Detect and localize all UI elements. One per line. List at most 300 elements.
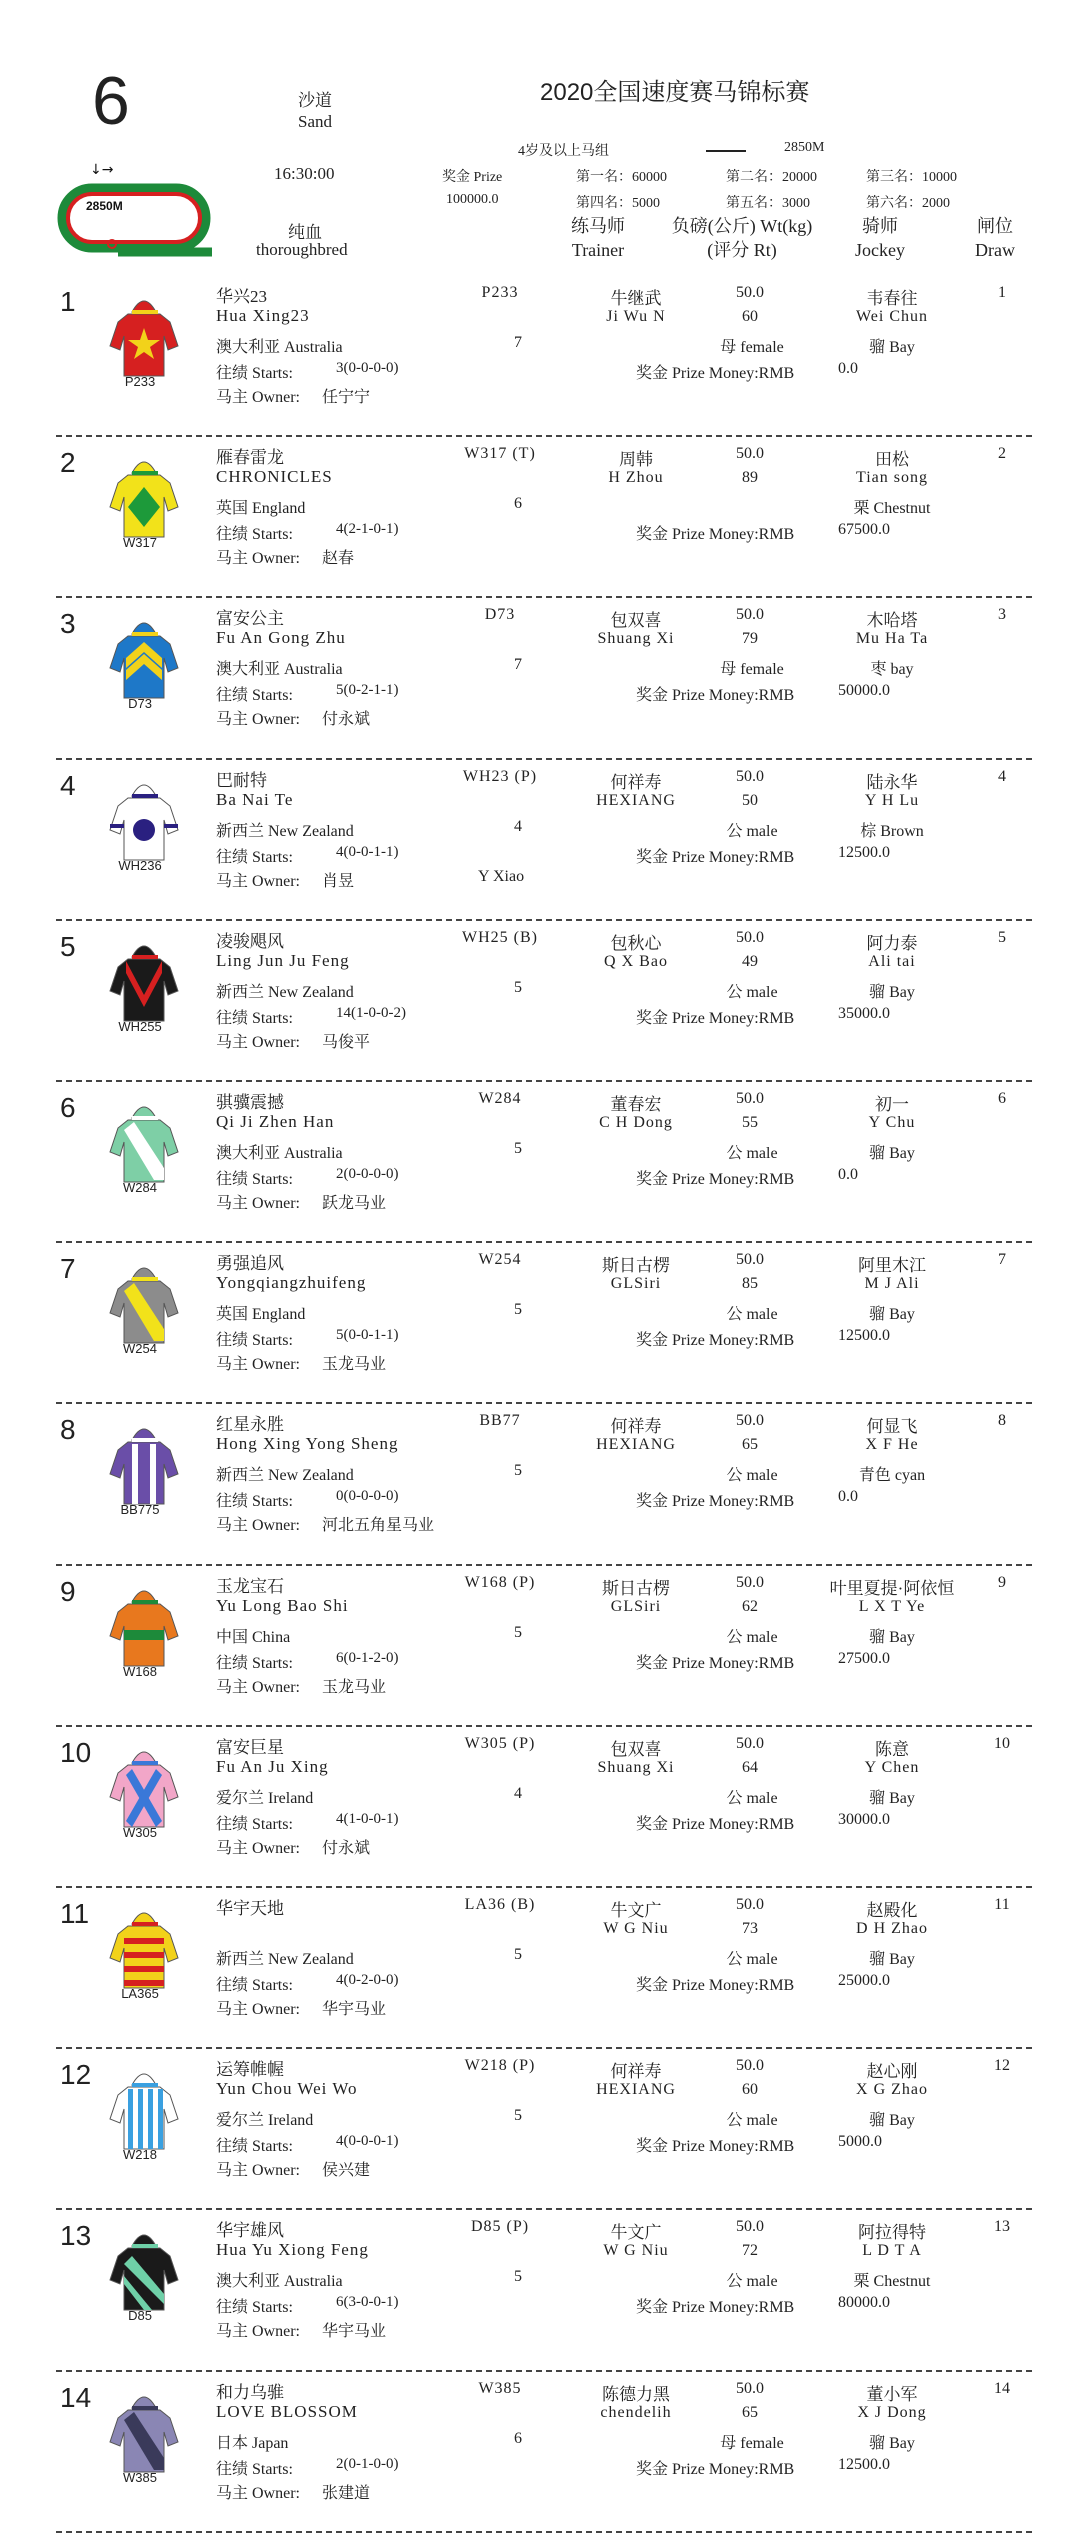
weight: 50.0 bbox=[736, 2057, 764, 2075]
runner-row bbox=[0, 602, 1080, 763]
starts-record: 0(0-0-0-0) bbox=[336, 1488, 399, 1505]
rating: 64 bbox=[742, 1758, 758, 1776]
jockey-en: L X T Ye bbox=[858, 1597, 926, 1615]
prize-total: 100000.0 bbox=[446, 192, 499, 207]
horse-age: 4 bbox=[514, 1784, 522, 1802]
trainer-en: C H Dong bbox=[599, 1114, 673, 1131]
coat-color: 栗 Chestnut bbox=[853, 500, 931, 518]
starts-record: 5(0-2-1-1) bbox=[336, 682, 399, 699]
race-time: 16:30:00 bbox=[274, 164, 335, 183]
origin: 新西兰 New Zealand bbox=[216, 822, 354, 840]
horse-code: WH25 (B) bbox=[462, 928, 538, 946]
track-distance-label: 2850M bbox=[86, 199, 123, 213]
origin: 日本 Japan bbox=[216, 2434, 289, 2452]
silk-code: W218 bbox=[123, 2147, 157, 2163]
age-condition: 4岁及以上马组 bbox=[518, 144, 609, 159]
owner-name: 张建道 bbox=[322, 2484, 371, 2502]
prize-money: 67500.0 bbox=[838, 521, 890, 539]
horse-age: 6 bbox=[514, 2429, 522, 2447]
runner-number: 2 bbox=[60, 447, 76, 479]
owner-label: 马主 Owner: bbox=[216, 1356, 300, 1374]
jockey-cn: 董小军 bbox=[866, 2384, 918, 2404]
weight: 50.0 bbox=[736, 767, 764, 785]
col-trainer: 练马师 Trainer bbox=[571, 216, 625, 260]
runner-number: 14 bbox=[60, 2381, 92, 2413]
starts-label: 往绩 Starts: bbox=[216, 1332, 293, 1350]
horse-code: D73 bbox=[484, 606, 516, 624]
row-separator bbox=[56, 758, 1032, 760]
horse-name-cn: 雁春雷龙 bbox=[216, 448, 284, 468]
jockey-en: Y H Lu bbox=[864, 791, 920, 809]
prize-money-label: 奖金 Prize Money:RMB bbox=[636, 2460, 795, 2478]
weight: 50.0 bbox=[736, 1573, 764, 1591]
owner-extra: Y Xiao bbox=[478, 867, 525, 885]
coat-color: 骝 Bay bbox=[869, 1628, 915, 1646]
placing-3: 第三名：10000 bbox=[866, 170, 957, 185]
jockey-en: Y Chen bbox=[864, 1758, 920, 1776]
origin: 新西兰 New Zealand bbox=[216, 983, 354, 1001]
row-separator bbox=[56, 1241, 1032, 1243]
prize-money: 5000.0 bbox=[838, 2133, 882, 2151]
runner-number: 10 bbox=[60, 1736, 92, 1768]
prize-money: 25000.0 bbox=[838, 1972, 890, 1989]
owner-label: 马主 Owner: bbox=[216, 550, 300, 568]
row-separator bbox=[56, 1564, 1032, 1566]
silk-code: BB775 bbox=[120, 1502, 160, 1518]
origin: 新西兰 New Zealand bbox=[216, 1467, 354, 1485]
draw: 5 bbox=[998, 928, 1006, 946]
runner-row bbox=[0, 1408, 1080, 1569]
horse-code: W168 (P) bbox=[464, 1573, 536, 1591]
horse-name-en: Yongqiangzhuifeng bbox=[216, 1273, 367, 1293]
coat-color: 青色 cyan bbox=[858, 1467, 926, 1485]
row-separator bbox=[56, 2531, 1032, 2533]
origin: 澳大利亚 Australia bbox=[216, 2273, 343, 2291]
runner-number: 5 bbox=[60, 930, 76, 962]
svg-text:↓→: ↓→ bbox=[90, 162, 114, 178]
draw: 1 bbox=[998, 284, 1006, 301]
jockey-en: X J Dong bbox=[857, 2403, 927, 2421]
divider-line bbox=[706, 150, 746, 152]
origin: 爱尔兰 Ireland bbox=[216, 2112, 314, 2130]
trainer-cn: 牛继武 bbox=[610, 289, 662, 308]
prize-money-label: 奖金 Prize Money:RMB bbox=[636, 1493, 795, 1511]
owner-name: 玉龙马业 bbox=[322, 1678, 387, 1696]
prize-money: 0.0 bbox=[838, 1488, 858, 1506]
draw: 7 bbox=[998, 1251, 1006, 1269]
starts-record: 6(0-1-2-0) bbox=[336, 1649, 399, 1666]
jockey-en: X F He bbox=[865, 1436, 919, 1454]
jockey-en: L D T A bbox=[862, 2242, 922, 2260]
rating: 50 bbox=[742, 791, 758, 809]
owner-label: 马主 Owner: bbox=[216, 711, 300, 729]
trainer-en: GLSiri bbox=[610, 1275, 662, 1293]
breed-en: thoroughbred bbox=[256, 240, 348, 259]
prize-money: 80000.0 bbox=[838, 2294, 890, 2312]
draw: 13 bbox=[994, 2218, 1010, 2236]
horse-name-cn: 富安公主 bbox=[216, 609, 284, 629]
runner-row bbox=[0, 1731, 1080, 1892]
runner-number: 8 bbox=[60, 1414, 76, 1446]
runner-row bbox=[0, 1247, 1080, 1408]
col-weight: 负磅(公斤) Wt(kg) (评分 Rt) bbox=[671, 216, 813, 260]
horse-age: 5 bbox=[514, 1301, 522, 1319]
weight: 50.0 bbox=[736, 445, 764, 463]
horse-age: 5 bbox=[514, 1140, 522, 1157]
row-separator bbox=[56, 2047, 1032, 2049]
horse-name-cn: 勇强追风 bbox=[216, 1254, 284, 1274]
rating: 79 bbox=[742, 630, 758, 648]
owner-label: 马主 Owner: bbox=[216, 1033, 300, 1051]
coat-color: 骝 Bay bbox=[869, 339, 915, 356]
horse-code: W385 bbox=[478, 2379, 522, 2397]
horse-name-cn: 华兴23 bbox=[216, 287, 267, 306]
horse-code: LA36 (B) bbox=[464, 1896, 536, 1913]
rating: 49 bbox=[742, 952, 758, 970]
row-separator bbox=[56, 435, 1032, 437]
horse-age: 5 bbox=[514, 978, 522, 996]
owner-name: 华宇马业 bbox=[322, 2001, 387, 2018]
weight: 50.0 bbox=[736, 1090, 764, 1107]
starts-record: 14(1-0-0-2) bbox=[336, 1004, 406, 1021]
horse-age: 5 bbox=[514, 2268, 522, 2286]
track-diagram-icon bbox=[56, 160, 216, 270]
horse-age: 5 bbox=[514, 1623, 522, 1641]
placing-5: 第五名：3000 bbox=[726, 196, 810, 211]
runner-row bbox=[0, 925, 1080, 1086]
prize-money: 0.0 bbox=[838, 360, 858, 377]
draw: 10 bbox=[994, 1734, 1010, 1752]
owner-name: 赵春 bbox=[322, 550, 355, 568]
prize-money-label: 奖金 Prize Money:RMB bbox=[636, 2138, 795, 2156]
race-header bbox=[0, 0, 1080, 280]
sex: 公 male bbox=[726, 1951, 778, 1968]
row-separator bbox=[56, 1080, 1032, 1082]
owner-label: 马主 Owner: bbox=[216, 2162, 300, 2180]
horse-name-cn: 骐骥震撼 bbox=[216, 1093, 284, 1112]
horse-code: D85 (P) bbox=[470, 2218, 530, 2236]
prize-money-label: 奖金 Prize Money:RMB bbox=[636, 687, 795, 705]
starts-record: 6(3-0-0-1) bbox=[336, 2294, 399, 2311]
starts-record: 4(2-1-0-1) bbox=[336, 521, 399, 538]
runner-number: 11 bbox=[60, 1898, 90, 1929]
coat-color: 棕 Brown bbox=[860, 822, 924, 840]
row-separator bbox=[56, 1725, 1032, 1727]
starts-label: 往绩 Starts: bbox=[216, 365, 293, 382]
starts-label: 往绩 Starts: bbox=[216, 1977, 293, 1994]
horse-name-en: Fu An Ju Xing bbox=[216, 1756, 329, 1776]
jockey-en: Wei Chun bbox=[855, 308, 929, 325]
origin: 澳大利亚 Australia bbox=[216, 661, 343, 679]
placing-6: 第六名：2000 bbox=[866, 196, 950, 211]
owner-name: 付永斌 bbox=[322, 1839, 371, 1857]
horse-name-cn: 运筹帷幄 bbox=[216, 2060, 284, 2080]
coat-color: 骝 Bay bbox=[869, 1951, 915, 1968]
draw: 9 bbox=[998, 1573, 1006, 1591]
draw: 4 bbox=[998, 767, 1006, 785]
starts-label: 往绩 Starts: bbox=[216, 687, 293, 705]
runner-number: 3 bbox=[60, 608, 76, 640]
silk-code: WH236 bbox=[118, 857, 162, 873]
rating: 65 bbox=[742, 2403, 758, 2421]
horse-name-en: Yu Long Bao Shi bbox=[216, 1595, 349, 1615]
owner-label: 马主 Owner: bbox=[216, 1517, 300, 1535]
coat-color: 骝 Bay bbox=[869, 983, 915, 1001]
horse-age: 5 bbox=[514, 2107, 522, 2125]
runner-row bbox=[0, 2214, 1080, 2375]
horse-code: WH23 (P) bbox=[462, 767, 538, 785]
horse-name-en: LOVE BLOSSOM bbox=[216, 2401, 358, 2421]
jockey-cn: 初一 bbox=[875, 1095, 909, 1114]
prize-money-label: 奖金 Prize Money:RMB bbox=[636, 1171, 795, 1188]
prize-money: 30000.0 bbox=[838, 1810, 890, 1828]
origin: 英国 England bbox=[216, 1306, 306, 1324]
col-draw: 闸位 Draw bbox=[975, 216, 1015, 260]
trainer-cn: 陈德力黑 bbox=[602, 2384, 670, 2404]
prize-money: 12500.0 bbox=[838, 843, 890, 861]
owner-label: 马主 Owner: bbox=[216, 1839, 300, 1857]
trainer-cn: 何祥寿 bbox=[610, 2062, 662, 2082]
runner-number: 12 bbox=[60, 2059, 92, 2091]
starts-label: 往绩 Starts: bbox=[216, 1493, 293, 1511]
rating: 60 bbox=[742, 308, 758, 325]
coat-color: 枣 bay bbox=[870, 661, 914, 679]
horse-code: W317 (T) bbox=[464, 445, 536, 463]
origin: 澳大利亚 Australia bbox=[216, 339, 343, 356]
trainer-en: GLSiri bbox=[610, 1597, 662, 1615]
sex: 母 female bbox=[720, 339, 784, 356]
weight: 50.0 bbox=[736, 1896, 764, 1913]
trainer-en: Shuang Xi bbox=[597, 1758, 675, 1776]
breed-cn: 纯血 bbox=[288, 223, 322, 242]
prize-money-label: 奖金 Prize Money:RMB bbox=[636, 1332, 795, 1350]
owner-name: 付永斌 bbox=[322, 711, 371, 729]
weight: 50.0 bbox=[736, 606, 764, 624]
origin: 新西兰 New Zealand bbox=[216, 1951, 354, 1968]
horse-name-cn: 和力乌骓 bbox=[216, 2382, 284, 2402]
horse-name-en: CHRONICLES bbox=[216, 467, 333, 487]
origin: 英国 England bbox=[216, 500, 306, 518]
sex: 公 male bbox=[726, 1145, 778, 1162]
jockey-en: Tian song bbox=[856, 469, 928, 487]
sex: 公 male bbox=[726, 822, 778, 840]
sex: 公 male bbox=[726, 983, 778, 1001]
rating: 65 bbox=[742, 1436, 758, 1454]
trainer-cn: 包秋心 bbox=[610, 933, 662, 953]
horse-name-en: Hua Xing23 bbox=[216, 306, 310, 325]
jockey-en: X G Zhao bbox=[856, 2081, 928, 2099]
prize-money-label: 奖金 Prize Money:RMB bbox=[636, 1009, 795, 1027]
starts-label: 往绩 Starts: bbox=[216, 1009, 293, 1027]
starts-label: 往绩 Starts: bbox=[216, 2138, 293, 2156]
row-separator bbox=[56, 1886, 1032, 1888]
starts-label: 往绩 Starts: bbox=[216, 1815, 293, 1833]
owner-label: 马主 Owner: bbox=[216, 1678, 300, 1696]
weight: 50.0 bbox=[736, 1412, 764, 1430]
jockey-cn: 木哈塔 bbox=[866, 611, 918, 631]
trainer-cn: 斯日古楞 bbox=[602, 1578, 670, 1598]
trainer-cn: 牛文广 bbox=[610, 2223, 662, 2243]
silk-code: WH255 bbox=[118, 1018, 162, 1034]
trainer-cn: 何祥寿 bbox=[610, 1417, 662, 1437]
horse-name-cn: 红星永胜 bbox=[216, 1415, 284, 1435]
coat-color: 骝 Bay bbox=[869, 2112, 915, 2130]
starts-record: 4(0-0-1-1) bbox=[336, 843, 399, 860]
runner-number: 4 bbox=[60, 769, 76, 801]
trainer-cn: 包双喜 bbox=[610, 611, 662, 631]
owner-name: 侯兴建 bbox=[322, 2162, 371, 2180]
prize-label: 奖金 Prize bbox=[442, 170, 503, 185]
prize-money-label: 奖金 Prize Money:RMB bbox=[636, 1815, 795, 1833]
starts-record: 4(0-0-0-1) bbox=[336, 2133, 399, 2150]
jockey-cn: 何显飞 bbox=[866, 1417, 918, 1437]
owner-label: 马主 Owner: bbox=[216, 389, 300, 406]
horse-age: 5 bbox=[514, 1946, 522, 1963]
runner-number: 9 bbox=[60, 1575, 76, 1607]
silk-code: D85 bbox=[128, 2308, 152, 2324]
prize-money: 35000.0 bbox=[838, 1004, 890, 1022]
trainer-en: HEXIANG bbox=[596, 791, 676, 809]
row-separator bbox=[56, 1402, 1032, 1404]
horse-name-cn: 玉龙宝石 bbox=[216, 1576, 284, 1596]
trainer-en: HEXIANG bbox=[596, 1436, 676, 1454]
placing-2: 第二名：20000 bbox=[726, 170, 817, 185]
jockey-en: M J Ali bbox=[864, 1275, 920, 1293]
silk-code: W305 bbox=[123, 1824, 157, 1840]
horse-name-cn: 富安巨星 bbox=[216, 1737, 284, 1757]
weight: 50.0 bbox=[736, 2218, 764, 2236]
col-jockey: 骑师 Jockey bbox=[855, 216, 905, 260]
trainer-en: HEXIANG bbox=[596, 2081, 676, 2099]
trainer-cn: 周韩 bbox=[619, 450, 653, 470]
prize-money-label: 奖金 Prize Money:RMB bbox=[636, 2299, 795, 2317]
row-separator bbox=[56, 919, 1032, 921]
runner-row bbox=[0, 280, 1080, 441]
jockey-en: D H Zhao bbox=[856, 1920, 928, 1937]
owner-name: 华宇马业 bbox=[322, 2323, 387, 2341]
horse-age: 7 bbox=[514, 334, 522, 351]
horse-name-en: Ba Nai Te bbox=[216, 789, 294, 809]
horse-age: 5 bbox=[514, 1462, 522, 1480]
horse-age: 4 bbox=[514, 817, 522, 835]
coat-color: 骝 Bay bbox=[869, 1145, 915, 1162]
jockey-cn: 韦春往 bbox=[866, 289, 918, 308]
prize-money: 50000.0 bbox=[838, 682, 890, 700]
race-number: 6 bbox=[92, 63, 130, 139]
runner-row bbox=[0, 1892, 1080, 2053]
starts-label: 往绩 Starts: bbox=[216, 1654, 293, 1672]
runner-row bbox=[0, 1086, 1080, 1247]
jockey-cn: 陆永华 bbox=[866, 772, 918, 792]
horse-name-cn: 凌骏飓风 bbox=[216, 931, 284, 951]
starts-record: 4(0-2-0-0) bbox=[336, 1972, 399, 1988]
trainer-en: H Zhou bbox=[608, 469, 664, 487]
owner-name: 玉龙马业 bbox=[322, 1356, 387, 1374]
surface-cn: 沙道 bbox=[298, 91, 332, 110]
runner-number: 6 bbox=[60, 1092, 76, 1123]
horse-name-en: Hong Xing Yong Sheng bbox=[216, 1434, 399, 1454]
horse-code: W254 bbox=[478, 1251, 522, 1269]
trainer-cn: 斯日古楞 bbox=[602, 1256, 670, 1276]
trainer-cn: 包双喜 bbox=[610, 1739, 662, 1759]
prize-money-label: 奖金 Prize Money:RMB bbox=[636, 1654, 795, 1672]
prize-money: 12500.0 bbox=[838, 1327, 890, 1345]
row-separator bbox=[56, 2208, 1032, 2210]
prize-money-label: 奖金 Prize Money:RMB bbox=[636, 526, 795, 544]
race-distance: 2850M bbox=[784, 140, 825, 155]
origin: 澳大利亚 Australia bbox=[216, 1145, 343, 1162]
starts-record: 3(0-0-0-0) bbox=[336, 360, 399, 376]
prize-money-label: 奖金 Prize Money:RMB bbox=[636, 1977, 795, 1994]
sex: 公 male bbox=[726, 1789, 778, 1807]
sex: 公 male bbox=[726, 2112, 778, 2130]
jockey-cn: 阿力泰 bbox=[866, 933, 918, 953]
rating: 60 bbox=[742, 2081, 758, 2099]
silk-code: P233 bbox=[124, 374, 156, 389]
placing-4: 第四名：5000 bbox=[576, 196, 660, 211]
horse-code: W218 (P) bbox=[464, 2057, 536, 2075]
prize-money: 27500.0 bbox=[838, 1649, 890, 1667]
placing-1: 第一名：60000 bbox=[576, 170, 667, 185]
horse-code: W284 bbox=[478, 1090, 522, 1107]
starts-label: 往绩 Starts: bbox=[216, 2460, 293, 2478]
starts-label: 往绩 Starts: bbox=[216, 2299, 293, 2317]
starts-record: 5(0-0-1-1) bbox=[336, 1327, 399, 1344]
horse-code: BB77 bbox=[479, 1412, 521, 1430]
jockey-en: Ali tai bbox=[868, 952, 916, 970]
origin: 爱尔兰 Ireland bbox=[216, 1789, 314, 1807]
jockey-cn: 赵心刚 bbox=[866, 2062, 918, 2082]
owner-label: 马主 Owner: bbox=[216, 1195, 300, 1212]
prize-money-label: 奖金 Prize Money:RMB bbox=[636, 365, 795, 382]
prize-money: 0.0 bbox=[838, 1166, 858, 1183]
owner-name: 河北五角星马业 bbox=[322, 1517, 435, 1535]
weight: 50.0 bbox=[736, 2379, 764, 2397]
owner-name: 跃龙马业 bbox=[322, 1195, 387, 1212]
runner-number: 1 bbox=[60, 286, 76, 317]
trainer-en: Shuang Xi bbox=[597, 630, 675, 648]
runner-number: 7 bbox=[60, 1253, 76, 1285]
owner-label: 马主 Owner: bbox=[216, 2001, 300, 2018]
trainer-en: W G Niu bbox=[603, 1920, 669, 1937]
rating: 85 bbox=[742, 1275, 758, 1293]
jockey-en: Y Chu bbox=[868, 1114, 916, 1131]
sex: 公 male bbox=[726, 1628, 778, 1646]
horse-age: 6 bbox=[514, 495, 522, 513]
coat-color: 骝 Bay bbox=[869, 1789, 915, 1807]
surface-en: Sand bbox=[298, 112, 332, 131]
runner-number: 13 bbox=[60, 2220, 92, 2252]
draw: 14 bbox=[994, 2379, 1010, 2397]
jockey-cn: 陈意 bbox=[875, 1739, 909, 1759]
horse-name-en: Fu An Gong Zhu bbox=[216, 628, 346, 648]
rating: 73 bbox=[742, 1920, 758, 1937]
horse-name-cn: 华宇雄风 bbox=[216, 2221, 284, 2241]
horse-name-en: Hua Yu Xiong Feng bbox=[216, 2240, 369, 2260]
coat-color: 骝 Bay bbox=[869, 2434, 915, 2452]
owner-label: 马主 Owner: bbox=[216, 2484, 300, 2502]
owner-name: 肖昱 bbox=[322, 872, 355, 890]
trainer-cn: 何祥寿 bbox=[610, 772, 662, 792]
horse-code: W305 (P) bbox=[464, 1734, 536, 1752]
horse-name-en: Ling Jun Ju Feng bbox=[216, 950, 350, 970]
trainer-en: chendelih bbox=[600, 2403, 672, 2421]
sex: 母 female bbox=[720, 661, 784, 679]
weight: 50.0 bbox=[736, 928, 764, 946]
silk-code: W385 bbox=[123, 2469, 157, 2485]
starts-label: 往绩 Starts: bbox=[216, 526, 293, 544]
rating: 89 bbox=[742, 469, 758, 487]
